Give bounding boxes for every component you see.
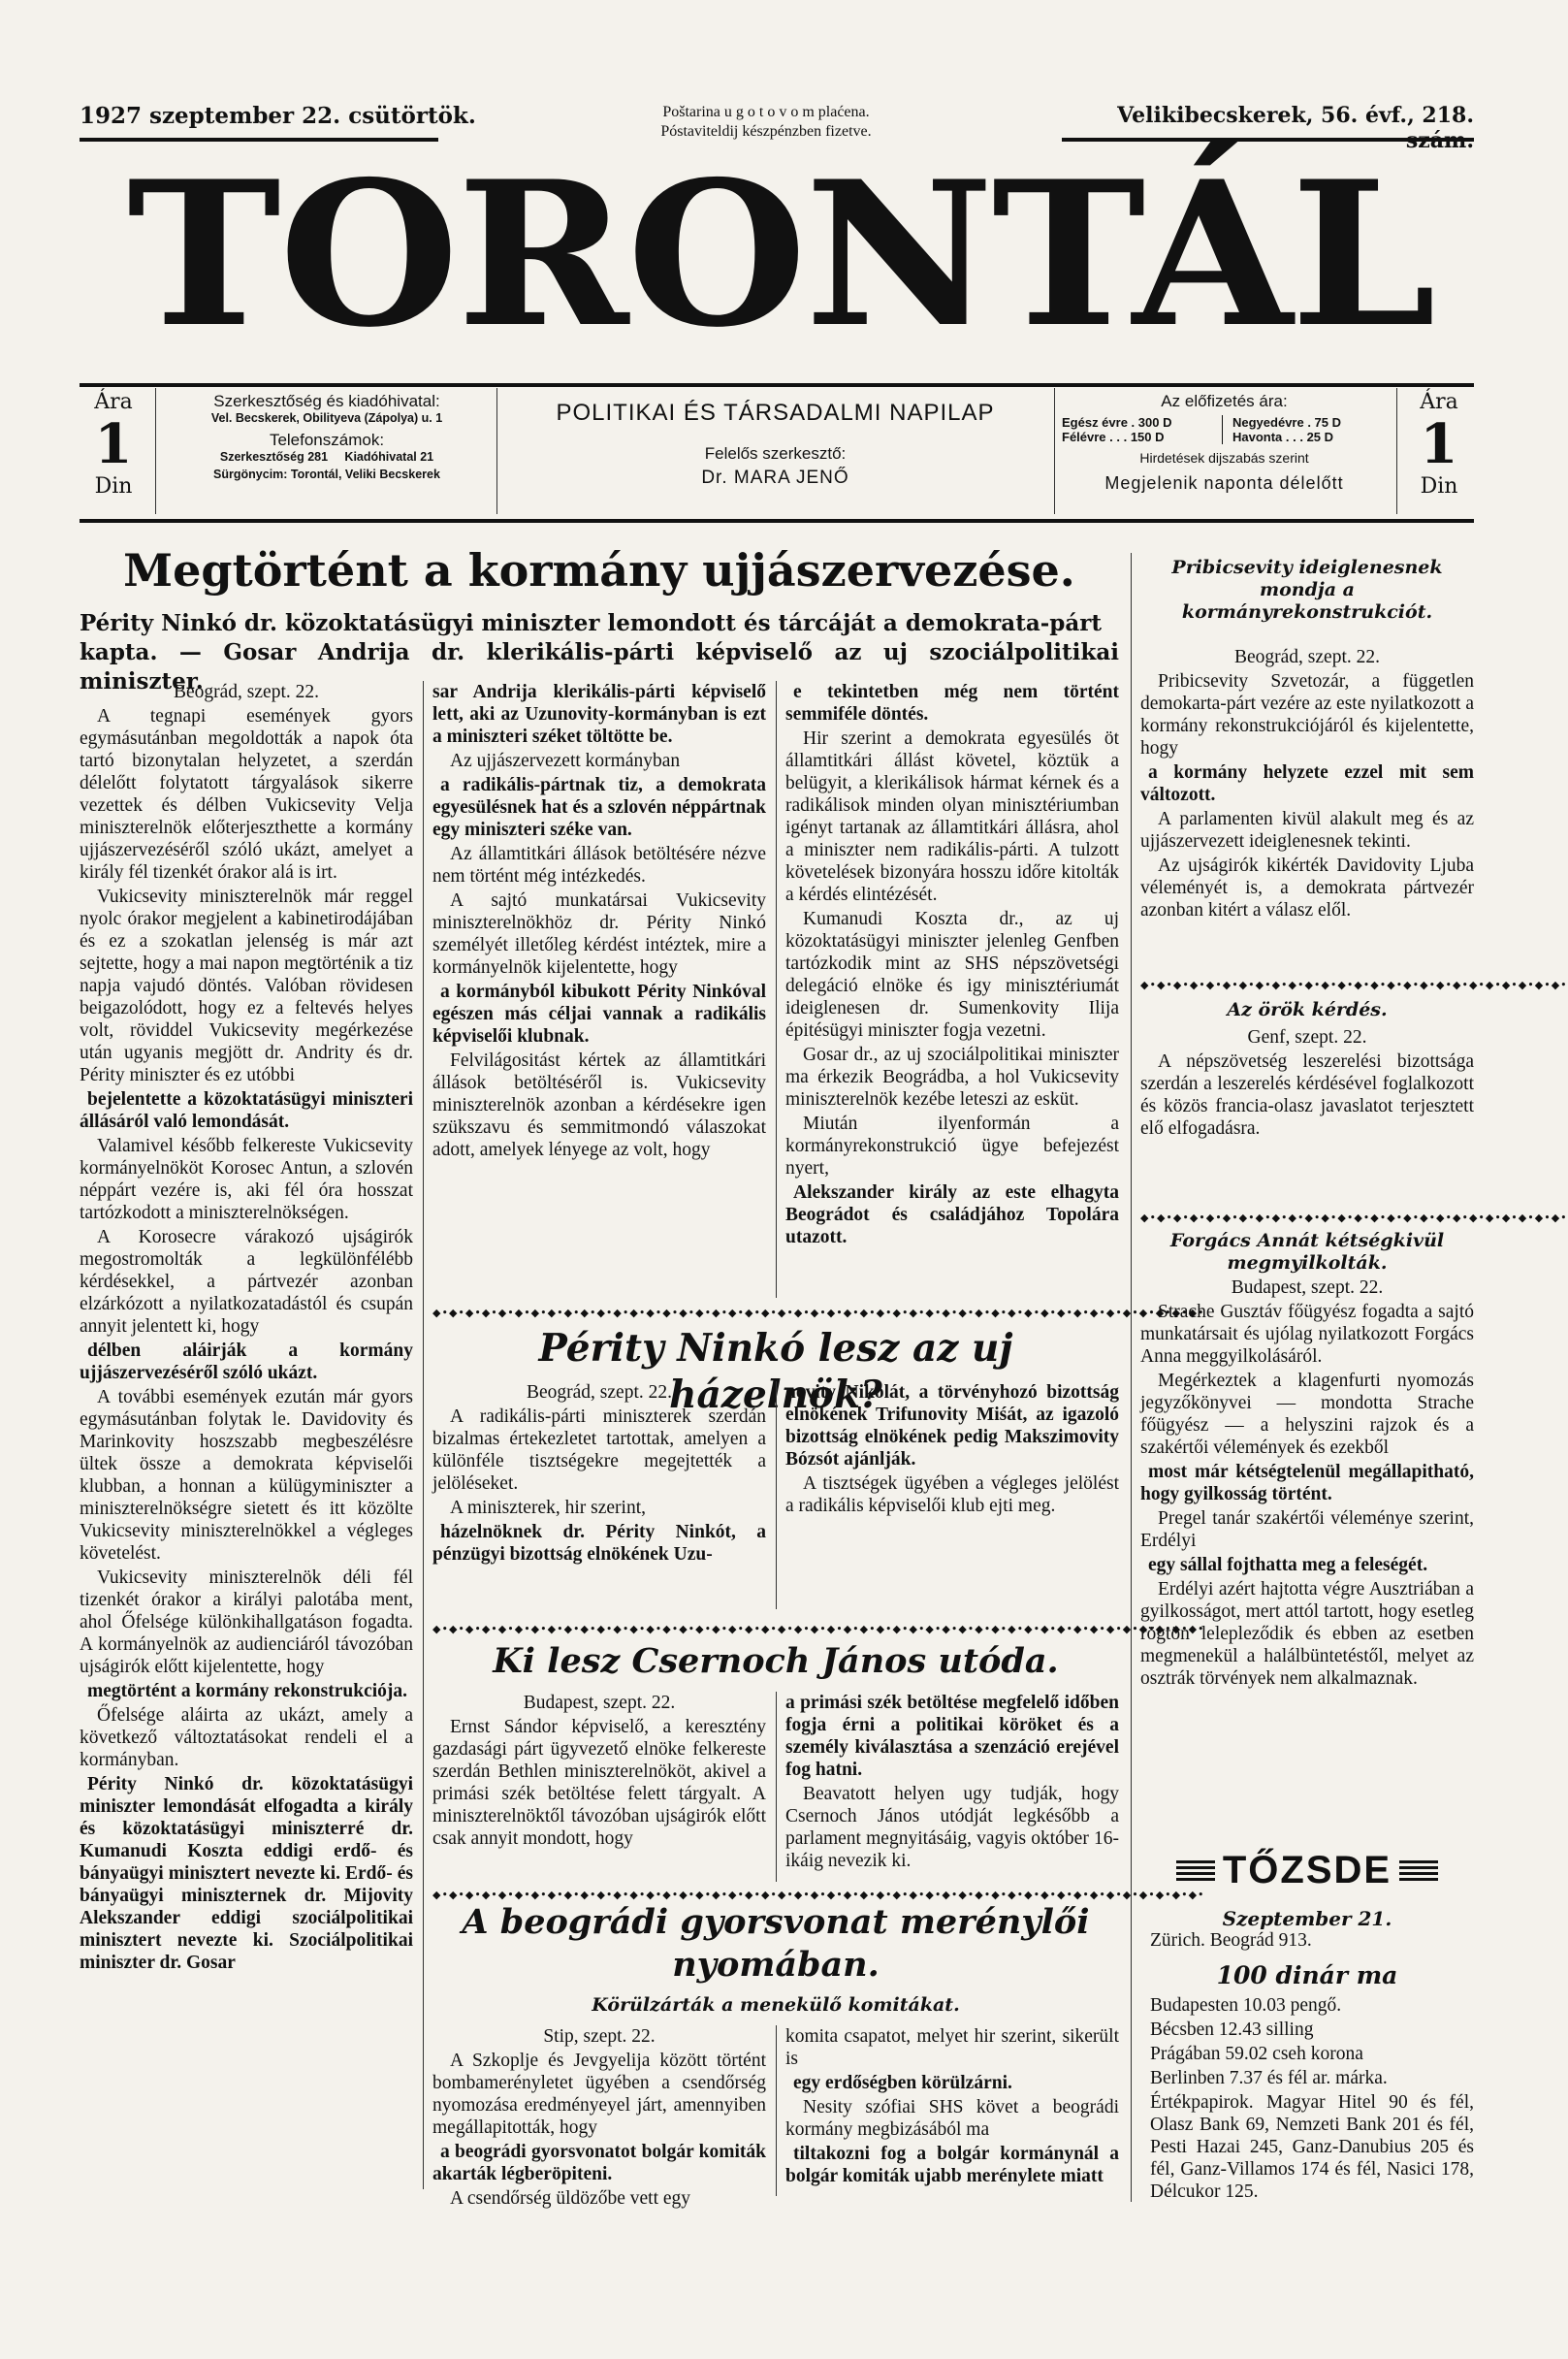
paragraph: Beavatott helyen ugy tudják, hogy Csernoch János utódját legkésőbb a parlament megnyitásáig, vagyis október 16-ikáig nevezik ki.: [785, 1784, 1119, 1871]
lead-column-2: [432, 681, 766, 1302]
dateline: Beográd, szept. 22.: [1233, 647, 1380, 667]
paragraph: A radikális-párti miniszterek szerdán bizalmas értekezletet tartottak, amelyen a különféle tisztségekre megejtették a jelöléseket.: [432, 1406, 766, 1494]
lead-deck-line-1: Périty Ninkó dr. közoktatásügyi miniszter lemondott és tárcáját a demokrata-párt: [80, 610, 1102, 636]
separator-csernoch: ◆•◆•◆•◆•◆•◆•◆•◆•◆•◆•◆•◆•◆•◆•◆•◆•◆•◆•◆•◆•◆•◆•◆•◆•◆•◆•◆•◆•◆•◆•◆•◆•◆•◆•◆•◆•◆•◆•◆•◆•◆•◆•◆•◆•◆•◆•◆•: [432, 1623, 1205, 1635]
price-year: Egész évre . 300 D: [1062, 415, 1172, 430]
paragraph: A tisztségek ügyében a végleges jelölést a radikális képviselői klub ejti meg.: [785, 1473, 1119, 1516]
paragraph: A Korosecre várakozó ujságirók megostromolták a legkülönfélébb kérdésekkel, a pártvezér azonban elzárkózott a nyilatkozatadástól és csupán annyit jelentett ki, hogy: [80, 1227, 413, 1337]
paragraph: Megérkeztek a klagenfurti nyomozás jegyzőkönyvei — mondotta Strache főügyész — a helyszini rajzok és a szakértői vélemények és ezekből: [1140, 1371, 1474, 1458]
tagline-block: [506, 400, 1044, 489]
paragraph: novity Nikolát, a törvényhozó bizottság elnökének Trifunovity Miśát, az igazoló bizottság elnökének pedig Makszimovity Bózsót ajánlják.: [785, 1382, 1119, 1470]
csernoch-column-1: [432, 1692, 766, 1886]
postage-line-2: Póstaviteldij készpénzben fizetve.: [660, 123, 872, 140]
tozsde-title: TŐZSDE: [1222, 1849, 1392, 1891]
paragraph: egy erdőségben körülzárni.: [793, 2073, 1012, 2093]
perity-col-divider: [776, 1381, 777, 1609]
phone-numbers: Szerkesztőség 281 Kiadóhivatal 21: [219, 450, 434, 464]
paragraph: a kormányból kibukott Périty Ninkóval egészen más céljai vannak a radikális képviselői klubnak.: [432, 982, 766, 1047]
paragraph: A miniszterek, hir szerint,: [450, 1498, 646, 1518]
paragraph: Vukicsevity miniszterelnök déli fél tizenkét órakor a királyi palotába ment, ahol Őfelsége különkihallgatáson fogadta. A kormányelnök az audienciáról távozóban ujságirók előtt kijelentette, hogy: [80, 1567, 413, 1677]
perity-column-2: [785, 1381, 1119, 1614]
price-value-right: 1: [1420, 412, 1458, 476]
tozsde-header: [1140, 1849, 1474, 1892]
tozsde-decoration-left: [1176, 1860, 1215, 1882]
postage-line-1: Poštarina u g o t o v o m plaćena.: [662, 104, 870, 120]
paragraph: Périty Ninkó dr. közoktatásügyi miniszter lemondását elfogadta a király és közoktatásügyi miniszterré dr. Kumanudi Koszta eddigi erdő- és bányaügyi minisztert nevezte ki. Erdő- és bányaügyi miniszternek dr. Mijovity Alekszander eddigi szociálpolitikai minisztert nevezte ki. Szociálpolitikai miniszter dr. Gosar: [80, 1774, 413, 1973]
paragraph: Ernst Sándor képviselő, a keresztény gazdasági párt ügyvezető elnöke felkereste szerdán Bethlen miniszterelnököt, akivel a primási szék betöltése felett tárgyalt. A miniszterelnöktől távozóban ujságirók előtt csak annyit mondott, hogy: [432, 1717, 766, 1849]
subscription-prices: [1062, 415, 1387, 444]
paragraph: délben aláirják a kormány ujjászervezéséről szóló ukázt.: [80, 1341, 413, 1383]
paragraph: most már kétségtelenül megállapitható, hogy gyilkosság történt.: [1140, 1462, 1474, 1504]
phone-heading: Telefonszámok:: [269, 431, 385, 449]
forgacs-title: Forgács Annát kétségkivül megmyilkolták.: [1169, 1230, 1445, 1274]
csernoch-col-divider: [776, 1692, 777, 1882]
subscription-divider: [1054, 388, 1055, 514]
paragraph: Berlinben 7.37 és fél ar. márka.: [1150, 2068, 1388, 2088]
paragraph: a beográdi gyorsvonatot bolgár komiták akarták légberöpiteni.: [432, 2142, 766, 2184]
paragraph: megtörtént a kormány rekonstrukciója.: [87, 1681, 408, 1701]
train-headline-line-2: nyomában.: [672, 1945, 880, 1985]
paragraph: Erdélyi azért hajtotta végre Ausztriában a gyilkosságot, mert attól tartott, hogy esetleg rögtön lelepleződik és ebben az esetben megmenekül a halálbüntetéstől, melyet az osztrák törvények nem alkalmaznak.: [1140, 1579, 1474, 1689]
separator-forgacs: ◆•◆•◆•◆•◆•◆•◆•◆•◆•◆•◆•◆•◆•◆•◆•◆•◆•◆•◆•◆•◆•◆•◆•◆•◆•◆•: [1140, 1212, 1568, 1224]
price-divider-left: [155, 388, 156, 514]
paragraph: Őfelsége aláirta az ukázt, amely a következő változtatásokat rendeli el a kormányban.: [80, 1705, 413, 1770]
train-column-1: [432, 2025, 766, 2209]
paragraph: Valamivel később felkereste Vukicsevity kormányelnököt Korosec Antun, a szlovén néppárt vezére is, aki fél óra hosszat tartózkodott a miniszterelnökségen.: [80, 1136, 413, 1223]
orok-title: Az örök kérdés.: [1227, 999, 1388, 1020]
separator-orok: ◆•◆•◆•◆•◆•◆•◆•◆•◆•◆•◆•◆•◆•◆•◆•◆•◆•◆•◆•◆•◆•◆•◆•◆•◆•◆•: [1140, 979, 1568, 991]
price-label-right: Ára: [1420, 390, 1458, 414]
dateline: Beográd, szept. 22.: [173, 682, 319, 702]
newspaper-title: TORONTÁL: [127, 139, 1434, 372]
paragraph: Miután ilyenformán a kormányrekonstrukció ügye befejezést nyert,: [785, 1114, 1119, 1179]
paragraph: házelnöknek dr. Périty Ninkót, a pénzügyi bizottság elnökének Uzu-: [432, 1522, 766, 1565]
paragraph: Alekszander király az este elhagyta Beográdot és családjához Topolára utazott.: [785, 1182, 1119, 1247]
paragraph: A Szkoplje és Jevgyelija között történt bombamerényletet ügyében a csendőrség nyomozása eredményeyel járt, amennyiben megállapitották, hogy: [432, 2051, 766, 2138]
dateline: Budapest, szept. 22.: [523, 1693, 676, 1713]
paragraph: Felvilágositást kértek az államtitkári állások betöltéséről is. Vukicsevity miniszterelnök azonban a kérdésekre igen szükszavu és semmitmondó válaszokat adott, amelyek lényege az volt, hogy: [432, 1050, 766, 1160]
paragraph: Az ujjászervezett kormányban: [450, 751, 681, 771]
issue-date: 1927 szeptember 22. csütörtök.: [80, 103, 476, 129]
price-label: Ára: [94, 390, 133, 414]
paragraph: A csendőrség üldözőbe vett egy: [450, 2188, 691, 2209]
perity-headline: Périty Ninkó lesz az uj házelnök?: [538, 1326, 1013, 1417]
paragraph: bejelentette a közoktatásügyi miniszteri állásáról való lemondását.: [80, 1089, 413, 1132]
office-address: Vel. Becskerek, Obilityeva (Zápolya) u. 1: [210, 411, 443, 425]
csernoch-column-2: [785, 1692, 1119, 1886]
price-unit: Din: [94, 474, 133, 499]
info-bar-bottom-rule: [80, 519, 1474, 523]
office-divider: [496, 388, 497, 514]
tagline: POLITIKAI ÉS TÁRSADALMI NAPILAP: [556, 400, 995, 426]
perity-column-1: [432, 1381, 766, 1614]
paragraph: sar Andrija klerikális-párti képviselő lett, aki az Uzunovity-kormányban is ezt a miniszteri széket töltötte be.: [432, 682, 766, 747]
editor-label: Felelős szerkesztő:: [704, 444, 847, 463]
tozsde-subhead: 100 dinár ma: [1216, 1961, 1398, 1989]
paragraph: Gosar dr., az uj szociálpolitikai miniszter ma érkezik Beográdba, a hol Vukicsevity miniszterelnök kezébe leteszi az esküt.: [785, 1045, 1119, 1110]
pribicsevity-title: Pribicsevity ideiglenesnek mondja a kormányrekonstrukciót.: [1171, 557, 1443, 623]
paragraph: Kumanudi Koszta dr., az uj közoktatásügyi miniszter jelenleg Genfben tartózkodik mint az SHS népszövetségi delegáció elnöke és igy minisztériumát ideiglenesen dr. Sumenkovity Ilija épitésügyi miniszter fogja vezetni.: [785, 909, 1119, 1041]
paragraph: tiltakozni fog a bolgár kormánynál a bolgár komiták ujabb merénylete miatt: [785, 2144, 1119, 2186]
train-headline-line-1: A beográdi gyorsvonat merénylői: [462, 1902, 1090, 1942]
ads-note: Hirdetések dijszabás szerint: [1139, 450, 1309, 466]
paragraph: A tegnapi események gyors egymásutánban megoldották a napok óta tartó bizonytalan helyzetet, a szerdán délelőtt folytatott tárgyalások sikerre vezettek és délben Vukicsevity Velja miniszterelnök előterjeszthette a kormány ujjászervezéséről szóló ukázt, amelyet a király fél tizenkét órakor alá is irt.: [80, 706, 413, 883]
paragraph: A népszövetség leszerelési bizottsága szerdán a leszerelés kérdésével foglalkozott és közös francia-olasz javaslatot terjesztett elő elfogadásra.: [1140, 1051, 1474, 1139]
price-box-right: [1404, 390, 1474, 499]
price-month: Havonta . . . 25 D: [1232, 430, 1334, 444]
paragraph: Hir szerint a demokrata egyesülés öt államtitkári állást követel, köztük a belügyit, a klerikálisok hármat kérnek és a radikálisok minden olyan minisztériumban igényt tartanak az államtitkári állásra, ahol a miniszter nem radikális-párti. A tulzott követelések bizonyára hosszu időre kitolták a kérdés elintézését.: [785, 728, 1119, 905]
appears-note: Megjelenik naponta délelőtt: [1104, 473, 1344, 493]
dateline: Beográd, szept. 22.: [526, 1382, 672, 1403]
lead-col-divider-1: [423, 681, 424, 2189]
train-col-divider: [776, 2025, 777, 2196]
paragraph: komita csapatot, melyet hir szerint, sikerült is: [785, 2026, 1119, 2069]
lead-column-1: [80, 681, 413, 2194]
postage-note: [601, 103, 931, 142]
paragraph: Prágában 59.02 cseh korona: [1150, 2044, 1363, 2064]
paragraph: a primási szék betöltése megfelelő időben fogja érni a politikai köröket és a személy kiválasztása a szenzáció erejével fog hatni.: [785, 1693, 1119, 1780]
paragraph: Vukicsevity miniszterelnök már reggel nyolc órakor megjelent a kabinetirodájában és ez a szokatlan jelenség is már azt sejtette, hogy a mai napon megtörténik a tiz napja vajudó döntés. Valóban rövidesen beigazolódott, hogy ez a feltevés helyes volt, röviddel Vukicsevity megérkezése után ugyanis megjött dr. Andrity és dr. Périty miniszter és ez utóbbi: [80, 887, 413, 1085]
paragraph: egy sállal fojthatta meg a feleségét.: [1148, 1555, 1428, 1575]
paragraph: e tekintetben még nem történt semmiféle döntés.: [785, 682, 1119, 725]
dateline: Genf, szept. 22.: [1247, 1027, 1367, 1048]
dateline: Stip, szept. 22.: [543, 2026, 656, 2047]
paragraph: Budapesten 10.03 pengő.: [1150, 1995, 1342, 2016]
tozsde-text: [1150, 1994, 1474, 2208]
subscription-info: [1062, 392, 1387, 494]
paragraph: A parlamenten kivül alakult meg és az ujjászervezett ideiglenesnek tekinti.: [1140, 809, 1474, 852]
paragraph: Az államtitkári állások betöltésére nézve nem történt még intézkedés.: [432, 844, 766, 887]
paragraph: A sajtó munkatársai Vukicsevity miniszterelnökhöz dr. Périty Ninkó személyét illetőleg kérdést intéztek, mire a kormányelnök kijelentette, hogy: [432, 890, 766, 978]
paragraph: a kormány helyzete ezzel mit sem változott.: [1140, 762, 1474, 805]
paragraph: A további események ezután már gyors egymásutánban folytak le. Davidovity és Marinkovity hoszszabb megbeszélésre ültek össze a demokrata képviselői klubban, a honnan a külügyminiszter a miniszterelnökségre sietett és itt közölte Vukicsevity miniszterelnökkel a végleges követelést.: [80, 1387, 413, 1564]
paragraph: Strache Gusztáv főügyész fogadta a sajtó munkatársait és ujólag nyilatkozott Forgács Anna meggyilkolásáról.: [1140, 1302, 1474, 1367]
separator-train: ◆•◆•◆•◆•◆•◆•◆•◆•◆•◆•◆•◆•◆•◆•◆•◆•◆•◆•◆•◆•◆•◆•◆•◆•◆•◆•◆•◆•◆•◆•◆•◆•◆•◆•◆•◆•◆•◆•◆•◆•◆•◆•◆•◆•◆•◆•◆•: [432, 1889, 1205, 1901]
separator-perity: ◆•◆•◆•◆•◆•◆•◆•◆•◆•◆•◆•◆•◆•◆•◆•◆•◆•◆•◆•◆•◆•◆•◆•◆•◆•◆•◆•◆•◆•◆•◆•◆•◆•◆•◆•◆•◆•◆•◆•◆•◆•◆•◆•◆•◆•◆•◆•: [432, 1307, 1205, 1319]
info-bar-top-rule: [80, 383, 1474, 387]
paragraph: Nesity szófiai SHS követ a beográdi kormány megbizásából ma: [785, 2097, 1119, 2140]
price-quarter: Negyedévre . 75 D: [1232, 415, 1342, 430]
price-box-left: [80, 390, 147, 499]
price-unit-right: Din: [1420, 474, 1458, 499]
office-info: [167, 392, 487, 481]
tozsde-line: Zürich. Beográd 913.: [1150, 1930, 1312, 1951]
train-column-2: [785, 2025, 1119, 2200]
train-headline: [432, 1901, 1119, 1987]
price-value: 1: [94, 412, 133, 476]
paragraph: a radikális-pártnak tiz, a demokrata egyesülésnek hat és a szlovén néppártnak egy miniszteri széke van.: [432, 775, 766, 840]
forgacs-text: [1140, 1276, 1474, 1820]
editor-name: Dr. MARA JENŐ: [701, 468, 849, 488]
pribicsevity-text: [1140, 646, 1474, 976]
price-divider-right: [1396, 388, 1397, 514]
paragraph: Bécsben 12.43 silling: [1150, 2020, 1314, 2040]
tozsde-date: Szeptember 21.: [1222, 1907, 1392, 1930]
orok-text: [1140, 1026, 1474, 1201]
dateline: Budapest, szept. 22.: [1231, 1277, 1384, 1298]
lead-headline: Megtörtént a kormány ujjászervezése.: [123, 544, 1075, 597]
paragraph: Pregel tanár szakértői véleménye szerint, Erdélyi: [1140, 1508, 1474, 1551]
sidebar-divider: [1131, 553, 1132, 2202]
telegram-address: Sürgönycim: Torontál, Veliki Becskerek: [213, 468, 440, 481]
lead-column-3: [785, 681, 1119, 1302]
train-subhead: Körülzárták a menekülő komitákat.: [592, 1994, 960, 2016]
lead-deck-line-2: kapta. — Gosar Andrija dr. klerikális-párti képviselő az uj szociálpolitikai miniszter.: [80, 639, 1119, 695]
subscription-heading: Az előfizetés ára:: [1161, 392, 1288, 410]
paragraph: Értékpapirok. Magyar Hitel 90 és fél, Olasz Bank 69, Nemzeti Bank 201 és fél, Pesti Hazai 245, Ganz-Danubius 205 és fél, Ganz-Villamos 174 és fél, Nasici 178, Délcukor 125.: [1150, 2092, 1474, 2202]
office-heading: Szerkesztőség és kiadóhivatal:: [213, 392, 440, 410]
tozsde-decoration-right: [1399, 1860, 1438, 1882]
price-half: Félévre . . . 150 D: [1062, 430, 1165, 444]
paragraph: Az ujságirók kikérték Davidovity Ljuba véleményét is, a demokrata pártvezér azonban kitért a válasz elől.: [1140, 856, 1474, 921]
issue-number: Velikibecskerek, 56. évf., 218. szám.: [1117, 103, 1474, 153]
csernoch-headline: Ki lesz Csernoch János utóda.: [493, 1641, 1059, 1681]
paragraph: Pribicsevity Szvetozár, a független demokarta-párt vezére az este nyilatkozott a kormány rekonstrukciójáról és kijelentette, hogy: [1140, 671, 1474, 759]
lead-col-divider-2: [776, 681, 777, 1298]
